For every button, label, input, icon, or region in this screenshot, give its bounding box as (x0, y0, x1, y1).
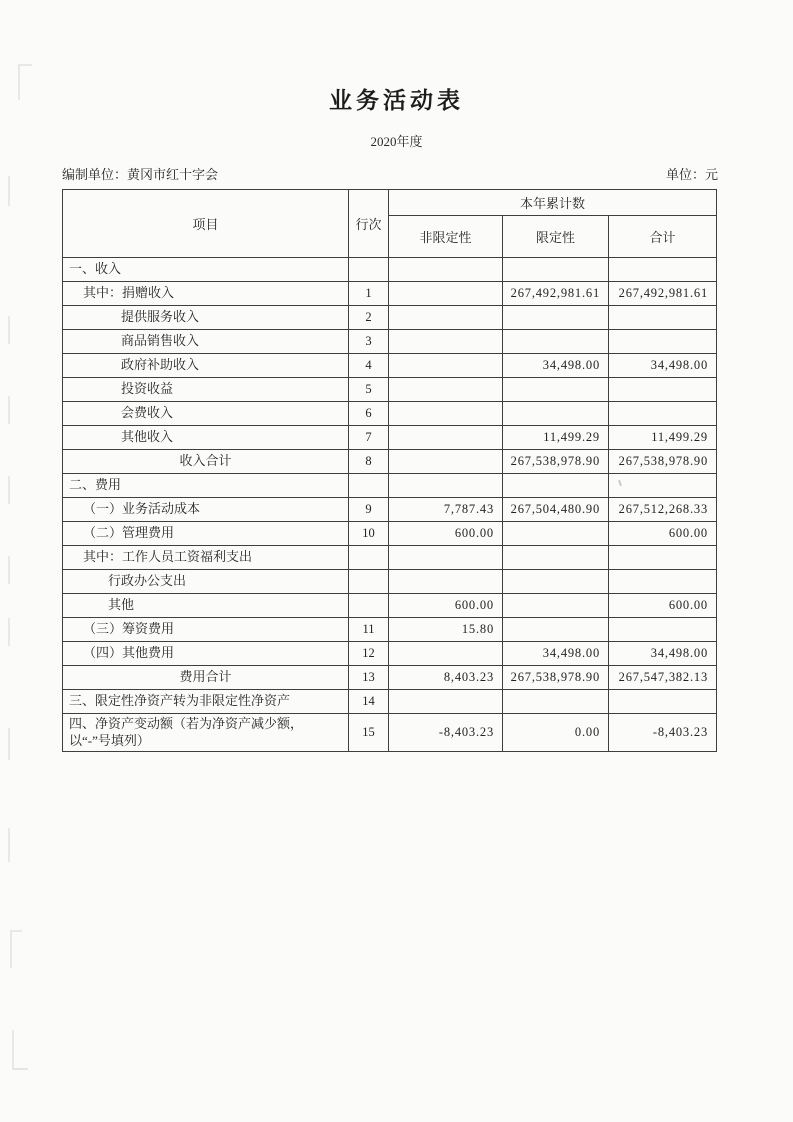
cell-total (609, 570, 717, 594)
cell-unrestricted (389, 282, 503, 306)
currency-unit: 单位：元 (665, 167, 718, 182)
row-label: 会费收入 (63, 402, 349, 426)
table-row (63, 498, 717, 522)
table-row (63, 594, 717, 618)
row-line-no: 10 (349, 522, 389, 546)
cell-restricted (503, 618, 609, 642)
row-label: 其中：工作人员工资福利支出 (63, 546, 349, 570)
row-line-no (349, 594, 389, 618)
cell-restricted (503, 330, 609, 354)
cell-total: 267,547,382.13 (609, 666, 717, 690)
cell-restricted: 267,538,978.90 (503, 450, 609, 474)
header-line-no: 行次 (349, 190, 389, 258)
cell-total (609, 330, 717, 354)
cell-restricted: 267,492,981.61 (503, 282, 609, 306)
row-label: 投资收益 (63, 378, 349, 402)
row-line-no: 14 (349, 690, 389, 714)
row-line-no: 13 (349, 666, 389, 690)
row-label: （二）管理费用 (63, 522, 349, 546)
row-label: （四）其他费用 (63, 642, 349, 666)
table-row (63, 570, 717, 594)
cell-total (609, 306, 717, 330)
cell-total (609, 546, 717, 570)
cell-unrestricted: 7,787.43 (389, 498, 503, 522)
table-row (63, 282, 717, 306)
cell-unrestricted (389, 570, 503, 594)
row-line-no: 2 (349, 306, 389, 330)
row-line-no: 8 (349, 450, 389, 474)
scan-artifact (8, 728, 20, 760)
page-title: 业务活动表 (329, 88, 464, 113)
row-label: 商品销售收入 (63, 330, 349, 354)
table-row (63, 402, 717, 426)
cell-restricted: 267,538,978.90 (503, 666, 609, 690)
row-label: 政府补助收入 (63, 354, 349, 378)
cell-unrestricted: 15.80 (389, 618, 503, 642)
cell-unrestricted (389, 546, 503, 570)
cell-unrestricted (389, 690, 503, 714)
cell-unrestricted: 8,403.23 (389, 666, 503, 690)
cell-total: 267,538,978.90 (609, 450, 717, 474)
table-row (63, 666, 717, 690)
scan-artifact (8, 176, 18, 206)
row-label: 行政办公支出 (63, 570, 349, 594)
header-total: 合计 (609, 216, 717, 258)
cell-restricted (503, 474, 609, 498)
cell-restricted (503, 378, 609, 402)
table-row (63, 642, 717, 666)
cell-unrestricted: -8,403.23 (389, 714, 503, 752)
row-label: 费用合计 (63, 666, 349, 690)
row-line-no (349, 570, 389, 594)
table-row (63, 450, 717, 474)
cell-restricted (503, 306, 609, 330)
row-label: 其他收入 (63, 426, 349, 450)
row-line-no: 15 (349, 714, 389, 752)
header-group-ytd: 本年累计数 (389, 190, 717, 216)
row-line-no: 12 (349, 642, 389, 666)
cell-restricted: 0.00 (503, 714, 609, 752)
cell-restricted (503, 522, 609, 546)
cell-restricted (503, 402, 609, 426)
prepared-by: 编制单位：黄冈市红十字会 (62, 167, 219, 182)
table-row (63, 690, 717, 714)
cell-total (609, 618, 717, 642)
cell-total (609, 402, 717, 426)
cell-restricted (503, 258, 609, 282)
row-label: 三、限定性净资产转为非限定性净资产 (63, 690, 349, 714)
row-line-no: 7 (349, 426, 389, 450)
row-line-no: 5 (349, 378, 389, 402)
cell-total: 600.00 (609, 522, 717, 546)
cell-restricted (503, 690, 609, 714)
cell-total (609, 474, 717, 498)
cell-total: 267,512,268.33 (609, 498, 717, 522)
row-line-no: 4 (349, 354, 389, 378)
row-label: 二、费用 (63, 474, 349, 498)
row-label: 其他 (63, 594, 349, 618)
cell-unrestricted (389, 642, 503, 666)
cell-restricted (503, 546, 609, 570)
row-line-no: 9 (349, 498, 389, 522)
row-line-no: 6 (349, 402, 389, 426)
cell-total: 34,498.00 (609, 642, 717, 666)
scan-artifact (12, 1030, 28, 1070)
row-label: 四、净资产变动额（若为净资产减少额，以“-”号填列） (63, 714, 349, 752)
table-row (63, 306, 717, 330)
table-row (63, 474, 717, 498)
cell-unrestricted (389, 402, 503, 426)
table-body (63, 258, 717, 752)
row-line-no: 11 (349, 618, 389, 642)
scan-artifact (8, 396, 18, 424)
cell-unrestricted: 600.00 (389, 522, 503, 546)
cell-restricted: 34,498.00 (503, 642, 609, 666)
cell-unrestricted (389, 450, 503, 474)
cell-total: 267,492,981.61 (609, 282, 717, 306)
report-period: 2020年度 (370, 134, 423, 149)
business-activity-table (62, 189, 717, 752)
cell-total: 34,498.00 (609, 354, 717, 378)
row-line-no (349, 546, 389, 570)
cell-total: 11,499.29 (609, 426, 717, 450)
scan-artifact (8, 476, 18, 504)
row-label: （一）业务活动成本 (63, 498, 349, 522)
header-restricted: 限定性 (503, 216, 609, 258)
cell-restricted (503, 570, 609, 594)
table-row (63, 258, 717, 282)
cell-restricted (503, 594, 609, 618)
cell-unrestricted (389, 378, 503, 402)
table-row (63, 546, 717, 570)
cell-total: -8,403.23 (609, 714, 717, 752)
table-row (63, 522, 717, 546)
table-row (63, 330, 717, 354)
header-item: 项目 (63, 190, 349, 258)
table-row (63, 426, 717, 450)
table-row (63, 714, 717, 752)
table-row (63, 618, 717, 642)
row-label: 一、收入 (63, 258, 349, 282)
cell-unrestricted (389, 330, 503, 354)
report-meta (62, 164, 718, 183)
table-row (63, 378, 717, 402)
cell-restricted: 34,498.00 (503, 354, 609, 378)
scan-artifact (8, 618, 18, 646)
row-label: 其中：捐赠收入 (63, 282, 349, 306)
cell-unrestricted: 600.00 (389, 594, 503, 618)
scan-artifact (8, 828, 20, 862)
header-unrestricted: 非限定性 (389, 216, 503, 258)
row-label: 提供服务收入 (63, 306, 349, 330)
row-line-no: 3 (349, 330, 389, 354)
cell-unrestricted (389, 306, 503, 330)
cell-total (609, 258, 717, 282)
cell-restricted: 267,504,480.90 (503, 498, 609, 522)
cell-unrestricted (389, 258, 503, 282)
row-line-no: 1 (349, 282, 389, 306)
scan-artifact (8, 556, 18, 584)
scan-artifact (8, 316, 18, 344)
cell-unrestricted (389, 426, 503, 450)
table-header (63, 190, 717, 258)
cell-total (609, 378, 717, 402)
cell-total: 600.00 (609, 594, 717, 618)
cell-restricted: 11,499.29 (503, 426, 609, 450)
scan-artifact (10, 930, 22, 968)
cell-total (609, 690, 717, 714)
table-row (63, 354, 717, 378)
row-line-no (349, 258, 389, 282)
cell-unrestricted (389, 474, 503, 498)
row-label: 收入合计 (63, 450, 349, 474)
cell-unrestricted (389, 354, 503, 378)
row-line-no (349, 474, 389, 498)
row-label: （三）筹资费用 (63, 618, 349, 642)
